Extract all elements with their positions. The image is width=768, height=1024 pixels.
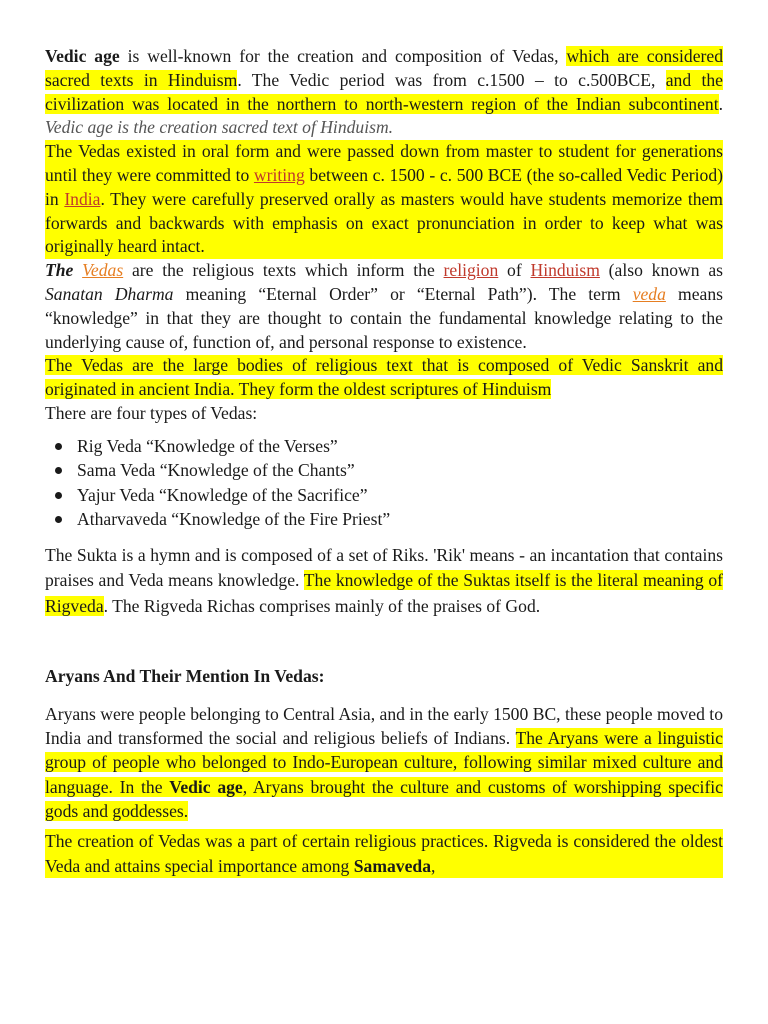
text-span: The Sukta is a hymn and is composed of a set of Riks. 'Rik' means - an incantation that contains praises and Veda means knowledge. xyxy=(45,544,723,591)
bullet-icon xyxy=(55,492,62,499)
term-samaveda: Samaveda xyxy=(353,855,431,876)
highlight: and the civilization was located in the northern to north-western region of the Indian subcontinent xyxy=(45,69,723,114)
text-span: in that they are thought to contain the fundamental knowledge relating to the underlying cause of, function of, and personal response to existence. xyxy=(45,307,723,352)
section-heading: Aryans And Their Mention In Vedas: xyxy=(45,665,325,686)
bullet-icon xyxy=(55,467,62,474)
link-veda[interactable]: veda xyxy=(632,283,666,304)
list-item-text: Atharvaveda “Knowledge of the Fire Priest” xyxy=(77,509,391,530)
text-span: of xyxy=(498,260,531,281)
text-span: The Vedas existed in oral form and were passed down from master to student for generations until they were committed to xyxy=(45,141,723,185)
term-the: The xyxy=(45,260,74,281)
text-span: meaning “Eternal Order” or “Eternal Path”). The term xyxy=(173,283,633,304)
bullet-icon xyxy=(55,516,62,523)
list-item xyxy=(45,458,723,483)
text-span: . xyxy=(718,93,723,114)
text-span: (also known as xyxy=(599,260,723,281)
text-span: Aryans were people belonging to Central Asia, and in the early 1500 BC, these people moved to India and transformed the social and religious beliefs of Indians. xyxy=(45,703,723,749)
bullet-icon xyxy=(55,443,62,450)
document-body xyxy=(45,45,723,878)
term-sanatan-dharma: Sanatan Dharma xyxy=(45,283,174,304)
link-india[interactable]: India xyxy=(64,188,101,209)
link-hinduism[interactable]: Hinduism xyxy=(530,260,600,281)
list-item xyxy=(45,507,723,532)
link-vedas[interactable]: Vedas xyxy=(82,260,124,281)
paragraph-oral-tradition xyxy=(45,140,723,259)
paragraph-aryans xyxy=(45,702,723,823)
text-span: . The Rigveda Richas comprises mainly of the praises of God. xyxy=(103,596,541,617)
paragraph-creation-of-vedas xyxy=(45,829,723,878)
text-span: are the religious texts which inform the xyxy=(123,260,444,281)
text-span: is well-known for the creation and composition of Vedas, xyxy=(119,46,567,66)
text-span: The Aryans were a linguistic group of people who belonged to Indo-European culture, following similar mixed culture and language. In the xyxy=(45,728,723,797)
link-religion[interactable]: religion xyxy=(443,260,499,281)
highlight: which are considered sacred texts in Hinduism xyxy=(45,46,723,90)
list-item-text: Sama Veda “Knowledge of the Chants” xyxy=(77,460,355,481)
paragraph-sanskrit xyxy=(45,354,723,402)
term-vedic-age: Vedic age xyxy=(169,776,243,797)
paragraph-vedas-religion xyxy=(45,259,723,354)
term-vedic-age: Vedic age xyxy=(45,46,120,66)
list-item-text: Yajur Veda “Knowledge of the Sacrifice” xyxy=(77,484,368,505)
text-span: . The Vedic period was from c.1500 – to c.500BCE, xyxy=(237,69,666,90)
italic-note: Vedic age is the creation sacred text of Hinduism. xyxy=(45,117,394,138)
text-span: , Aryans brought the culture and customs of worshipping specific gods and goddesses. xyxy=(45,776,723,822)
list-item-text: Rig Veda “Knowledge of the Verses” xyxy=(77,435,338,456)
text-span: between c. 1500 - c. 500 BCE (the so-called Vedic Period) in xyxy=(45,164,723,209)
list-item xyxy=(45,483,723,508)
text-span: The creation of Vedas was a part of certain religious practices. Rigveda is considered the oldest Veda and attains special importance among xyxy=(45,831,723,876)
vedas-list xyxy=(45,434,723,532)
list-item xyxy=(45,434,723,459)
highlight: The knowledge of the Suktas itself is the literal meaning of Rigveda xyxy=(45,570,724,617)
text-span: means “knowledge” xyxy=(45,283,723,328)
text-span: , xyxy=(431,855,436,876)
link-writing[interactable]: writing xyxy=(253,164,305,185)
paragraph-sukta xyxy=(45,543,723,620)
paragraph-vedic-age xyxy=(45,45,723,140)
highlight: The Vedas are the large bodies of religious text that is composed of Vedic Sanskrit and originated in ancient India. They form the oldest scriptures of Hinduism xyxy=(45,355,723,400)
paragraph-four-types: There are four types of Vedas: xyxy=(45,402,258,423)
text-span: . They were carefully preserved orally as masters would have students memorize them forwards and backwards with emphasis on exact pronunciation in order to keep what was originally heard intact. xyxy=(45,188,723,257)
